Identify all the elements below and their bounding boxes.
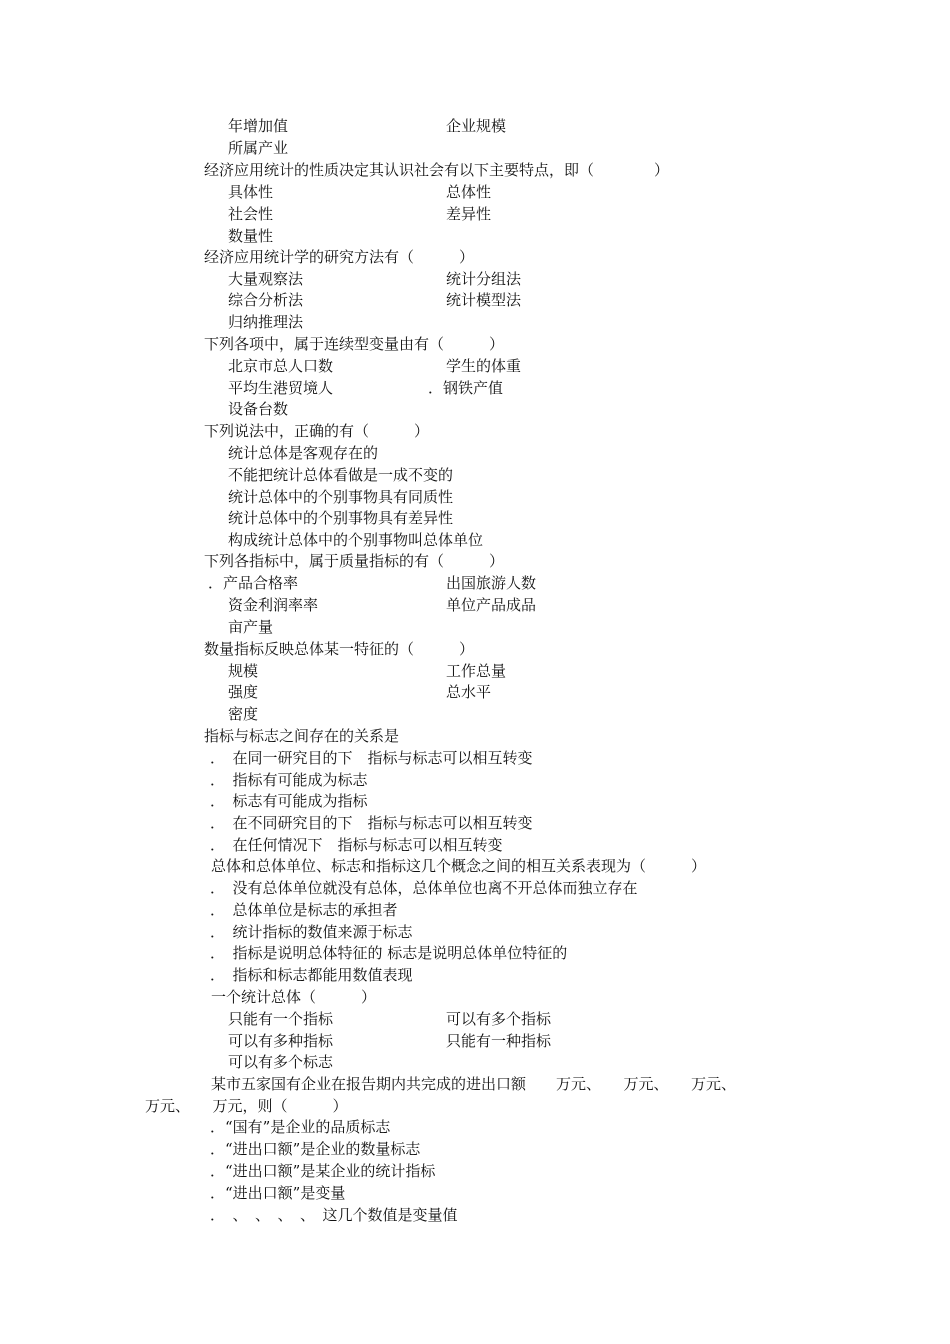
option-text: 学生的体重 xyxy=(446,357,522,375)
option-text: 大量观察法 xyxy=(228,270,304,288)
option-text: 亩产量 xyxy=(228,618,274,636)
option-text: 差异性 xyxy=(446,205,492,223)
option-text: ． 标志有可能成为指标 xyxy=(210,792,368,810)
option-text: ． 在同一研究目的下 指标与标志可以相互转变 xyxy=(210,749,533,767)
option-text: ．钢铁产值 xyxy=(428,379,504,397)
option-text: 不能把统计总体看做是一成不变的 xyxy=(228,466,454,484)
option-text: 可以有多种指标 xyxy=(228,1032,334,1050)
option-text: 统计总体中的个别事物具有同质性 xyxy=(228,488,454,506)
option-text: ．“进出口额”是某企业的统计指标 xyxy=(210,1162,436,1180)
option-text: 所属产业 xyxy=(228,139,289,157)
option-text: 资金利润率率 xyxy=(228,596,319,614)
option-text: ． 指标和标志都能用数值表现 xyxy=(210,966,413,984)
option-text: ．“进出口额”是企业的数量标志 xyxy=(210,1140,421,1158)
option-text: 企业规模 xyxy=(446,117,507,135)
question-stem-continuation: 万元、 万元，则（ ） xyxy=(145,1097,348,1115)
option-text: 只能有一种指标 xyxy=(446,1032,552,1050)
question-stem: 某市五家国有企业在报告期内共完成的进出口额 万元、 万元、 万元、 xyxy=(211,1075,737,1093)
option-text: 年增加值 xyxy=(228,117,289,135)
option-text: 总体性 xyxy=(446,183,492,201)
option-text: 平均生港贸境人 xyxy=(228,379,334,397)
option-text: 设备台数 xyxy=(228,400,289,418)
option-text: ．“国有”是企业的品质标志 xyxy=(210,1118,391,1136)
option-text: ． 总体单位是标志的承担者 xyxy=(210,901,398,919)
option-text: 具体性 xyxy=(228,183,274,201)
option-text: 规模 xyxy=(228,662,259,680)
option-text: 统计总体是客观存在的 xyxy=(228,444,379,462)
option-text: ． 在不同研究目的下 指标与标志可以相互转变 xyxy=(210,814,533,832)
option-text: 社会性 xyxy=(228,205,274,223)
option-text: 单位产品成品 xyxy=(446,596,537,614)
option-text: 统计总体中的个别事物具有差异性 xyxy=(228,509,454,527)
option-text: 统计分组法 xyxy=(446,270,522,288)
option-text: 可以有多个指标 xyxy=(446,1010,552,1028)
option-text: 综合分析法 xyxy=(228,291,304,309)
option-text: 强度 xyxy=(228,683,259,701)
question-stem: 经济应用统计学的研究方法有（ ） xyxy=(204,248,475,266)
option-text: ．“进出口额”是变量 xyxy=(210,1184,346,1202)
option-text: 密度 xyxy=(228,705,259,723)
question-stem: 一个统计总体（ ） xyxy=(211,988,377,1006)
option-text: 归纳推理法 xyxy=(228,313,304,331)
option-text: ． 指标是说明总体特征的 标志是说明总体单位特征的 xyxy=(210,944,568,962)
question-stem: 下列各项中，属于连续型变量由有（ ） xyxy=(204,335,505,353)
option-text: 构成统计总体中的个别事物叫总体单位 xyxy=(228,531,484,549)
question-stem: 数量指标反映总体某一特征的（ ） xyxy=(204,640,475,658)
option-text: 出国旅游人数 xyxy=(446,574,537,592)
option-text: 总水平 xyxy=(446,683,492,701)
option-text: 工作总量 xyxy=(446,662,507,680)
option-text: 北京市总人口数 xyxy=(228,357,334,375)
question-stem: 下列说法中，正确的有（ ） xyxy=(204,422,430,440)
option-text: 统计模型法 xyxy=(446,291,522,309)
option-text: ． 在任何情况下 指标与标志可以相互转变 xyxy=(210,836,503,854)
option-text: 只能有一个指标 xyxy=(228,1010,334,1028)
option-text: ．产品合格率 xyxy=(208,574,299,592)
question-stem: 指标与标志之间存在的关系是 xyxy=(204,727,400,745)
option-text: 数量性 xyxy=(228,227,274,245)
option-text: ． 指标有可能成为标志 xyxy=(210,771,368,789)
option-text: ． 没有总体单位就没有总体，总体单位也离不开总体而独立存在 xyxy=(210,879,638,897)
question-stem: 总体和总体单位、标志和指标这几个概念之间的相互关系表现为（ ） xyxy=(211,857,707,875)
option-text: ． 统计指标的数值来源于标志 xyxy=(210,923,413,941)
option-text: 可以有多个标志 xyxy=(228,1053,334,1071)
question-stem: 下列各指标中，属于质量指标的有（ ） xyxy=(204,552,505,570)
option-text: ． 、 、 、 、 这几个数值是变量值 xyxy=(210,1206,458,1224)
question-stem: 经济应用统计的性质决定其认识社会有以下主要特点，即（ ） xyxy=(204,161,670,179)
